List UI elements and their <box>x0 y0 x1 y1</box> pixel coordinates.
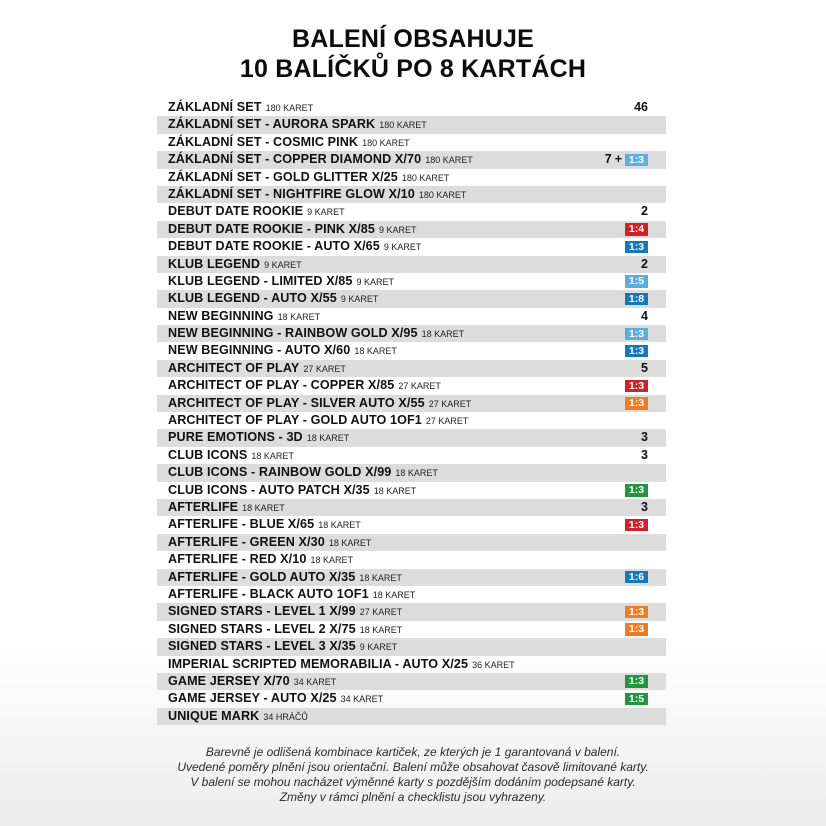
row-card-count: 180 KARET <box>425 155 473 166</box>
row-name <box>168 534 371 552</box>
table-row <box>157 99 666 116</box>
table-row <box>157 673 666 690</box>
table-row <box>157 360 666 377</box>
row-name <box>168 586 415 604</box>
row-name-text: ARCHITECT OF PLAY - SILVER AUTO X/55 <box>168 395 425 410</box>
footer-line-3: V balení se mohou nacházet výměnné karty s pozdějším dodáním podepsané karty. <box>190 775 636 789</box>
table-row <box>157 325 666 342</box>
row-name <box>168 134 410 152</box>
row-name-text: KLUB LEGEND - LIMITED X/85 <box>168 273 353 288</box>
row-name-text: KLUB LEGEND - AUTO X/55 <box>168 291 337 306</box>
table-row <box>157 290 666 307</box>
row-name <box>168 256 302 274</box>
row-card-count: 36 KARET <box>472 659 515 670</box>
row-name <box>168 238 421 256</box>
row-name-text: AFTERLIFE - GREEN X/30 <box>168 534 325 549</box>
table-row <box>157 256 666 273</box>
row-ratio <box>625 621 648 638</box>
row-ratio <box>641 447 648 464</box>
row-card-count: 18 KARET <box>328 537 372 548</box>
row-card-count: 18 KARET <box>373 485 417 496</box>
row-card-count: 9 KARET <box>340 294 379 305</box>
row-card-count: 27 KARET <box>428 398 472 409</box>
row-ratio <box>625 690 648 707</box>
row-ratio <box>625 273 648 290</box>
table-row <box>157 221 666 238</box>
row-card-count: 34 KARET <box>340 694 384 705</box>
row-ratio <box>625 673 648 690</box>
table-row <box>157 377 666 394</box>
row-name <box>168 412 468 430</box>
row-name <box>168 638 397 656</box>
row-name <box>168 569 402 587</box>
title-line-2: 10 BALÍČKŮ PO 8 KARTÁCH <box>239 55 587 83</box>
row-name <box>168 429 349 447</box>
row-name <box>168 673 336 691</box>
row-ratio <box>641 360 648 377</box>
row-name <box>168 464 438 482</box>
table-row <box>157 586 666 603</box>
row-name-text: ARCHITECT OF PLAY <box>168 360 300 375</box>
row-ratio <box>625 221 648 238</box>
row-card-count: 180 KARET <box>265 103 314 113</box>
row-name <box>168 482 416 500</box>
row-ratio <box>605 151 648 168</box>
row-name-text: NEW BEGINNING <box>168 308 274 323</box>
table-row <box>157 395 666 412</box>
row-name <box>168 342 397 360</box>
table-row <box>157 621 666 638</box>
ratio-badge: 1:3 <box>625 380 648 393</box>
row-name-text: CLUB ICONS <box>168 447 248 462</box>
table-row <box>157 238 666 255</box>
row-name <box>168 499 285 517</box>
row-name-text: ZÁKLADNÍ SET <box>168 100 262 114</box>
row-name <box>168 690 383 708</box>
ratio-badge: 1:5 <box>625 693 648 706</box>
row-name-text: ZÁKLADNÍ SET - COPPER DIAMOND X/70 <box>168 152 422 167</box>
row-name <box>168 708 308 726</box>
row-name-text: ZÁKLADNÍ SET - AURORA SPARK <box>168 117 376 132</box>
row-name <box>168 621 402 639</box>
row-card-count: 27 KARET <box>359 607 403 618</box>
table-row <box>157 186 666 203</box>
ratio-badge: 1:3 <box>625 241 648 254</box>
row-name <box>168 603 402 621</box>
ratio-badge: 1:3 <box>625 606 648 619</box>
table-row <box>157 169 666 186</box>
contents-table <box>157 99 666 725</box>
row-ratio <box>625 290 648 307</box>
row-quantity: 3 <box>641 447 648 462</box>
table-row <box>157 342 666 359</box>
row-card-count: 27 KARET <box>303 363 346 374</box>
row-name <box>168 99 313 117</box>
row-name <box>168 290 378 308</box>
table-row <box>157 203 666 220</box>
row-ratio <box>625 516 648 533</box>
ratio-badge: 1:4 <box>625 223 648 236</box>
ratio-badge: 1:3 <box>625 328 648 341</box>
table-row <box>157 656 666 673</box>
row-card-count: 18 KARET <box>306 433 350 444</box>
row-name-text: ZÁKLADNÍ SET - COSMIC PINK <box>168 134 359 149</box>
row-name <box>168 395 471 413</box>
table-row <box>157 499 666 516</box>
row-name-text: NEW BEGINNING - AUTO X/60 <box>168 343 351 358</box>
table-row <box>157 569 666 586</box>
page-title <box>0 24 826 84</box>
row-card-count: 18 KARET <box>277 311 321 322</box>
row-name-text: AFTERLIFE - BLUE X/65 <box>168 517 315 532</box>
row-card-count: 18 KARET <box>310 555 353 566</box>
row-quantity: 3 <box>641 430 648 445</box>
row-quantity: 3 <box>641 499 648 514</box>
row-card-count: 9 KARET <box>383 242 422 253</box>
row-name-text: NEW BEGINNING - RAINBOW GOLD X/95 <box>168 326 418 341</box>
table-row <box>157 412 666 429</box>
ratio-badge: 1:3 <box>625 519 648 532</box>
row-name-text: AFTERLIFE - RED X/10 <box>168 552 307 567</box>
ratio-badge: 1:3 <box>625 675 648 688</box>
row-name-text: UNIQUE MARK <box>168 708 260 723</box>
row-card-count: 18 KARET <box>421 329 465 340</box>
table-row <box>157 134 666 151</box>
row-name <box>168 447 294 465</box>
row-ratio <box>641 203 648 220</box>
row-card-count: 18 KARET <box>251 450 294 461</box>
table-row <box>157 690 666 707</box>
title-line-1: BALENÍ OBSAHUJE <box>292 25 534 53</box>
row-name <box>168 360 346 378</box>
table-row <box>157 482 666 499</box>
row-quantity: 2 <box>641 204 648 219</box>
row-card-count: 18 KARET <box>354 346 397 357</box>
row-card-count: 34 HRÁČŮ <box>263 711 308 722</box>
footer-line-1: Barevně je odlišená kombinace kartiček, ze kterých je 1 garantovaná v balení. <box>205 745 621 759</box>
row-card-count: 180 KARET <box>379 120 427 131</box>
row-card-count: 9 KARET <box>307 207 345 218</box>
row-name-text: CLUB ICONS - AUTO PATCH X/35 <box>168 482 370 497</box>
row-ratio <box>634 99 648 116</box>
table-row <box>157 151 666 168</box>
row-card-count: 34 KARET <box>293 676 337 687</box>
row-card-count: 9 KARET <box>359 642 398 653</box>
row-ratio <box>641 429 648 446</box>
row-name-text: DEBUT DATE ROOKIE - AUTO X/65 <box>168 239 380 254</box>
row-name-text: ZÁKLADNÍ SET - NIGHTFIRE GLOW X/10 <box>168 186 415 201</box>
table-row <box>157 708 666 725</box>
row-ratio <box>625 342 648 359</box>
row-name <box>168 151 473 169</box>
table-row <box>157 534 666 551</box>
row-card-count: 18 KARET <box>242 502 285 513</box>
row-name-text: CLUB ICONS - RAINBOW GOLD X/99 <box>168 465 392 480</box>
row-card-count: 9 KARET <box>264 259 302 270</box>
row-card-count: 18 KARET <box>318 520 361 531</box>
row-name-text: SIGNED STARS - LEVEL 2 X/75 <box>168 621 356 636</box>
table-row <box>157 516 666 533</box>
table-row <box>157 638 666 655</box>
row-name-text: DEBUT DATE ROOKIE <box>168 204 304 219</box>
row-ratio <box>625 377 648 394</box>
row-name-text: GAME JERSEY - AUTO X/25 <box>168 691 337 706</box>
ratio-badge: 1:3 <box>625 397 648 410</box>
table-row <box>157 429 666 446</box>
ratio-badge: 1:8 <box>625 293 648 306</box>
row-ratio <box>625 395 648 412</box>
table-row <box>157 464 666 481</box>
row-name-text: AFTERLIFE <box>168 499 239 514</box>
row-name <box>168 377 441 395</box>
row-name-text: IMPERIAL SCRIPTED MEMORABILIA - AUTO X/25 <box>168 656 469 671</box>
row-name-text: AFTERLIFE - GOLD AUTO X/35 <box>168 569 356 584</box>
row-name <box>168 186 466 204</box>
row-card-count: 18 KARET <box>372 589 416 600</box>
row-card-count: 9 KARET <box>356 276 395 287</box>
row-name-text: ZÁKLADNÍ SET - GOLD GLITTER X/25 <box>168 169 398 184</box>
row-name-text: ARCHITECT OF PLAY - GOLD AUTO 1OF1 <box>168 413 422 428</box>
row-quantity: 5 <box>641 360 648 375</box>
row-card-count: 180 KARET <box>362 137 410 148</box>
row-name <box>168 273 394 291</box>
row-name <box>168 169 449 187</box>
ratio-badge: 1:3 <box>625 154 648 167</box>
row-quantity: 4 <box>641 308 648 323</box>
ratio-badge: 1:3 <box>625 345 648 358</box>
row-name <box>168 325 464 343</box>
ratio-badge: 1:6 <box>625 571 648 584</box>
table-row <box>157 603 666 620</box>
row-name <box>168 551 353 569</box>
row-ratio <box>625 569 648 586</box>
table-row <box>157 551 666 568</box>
footer-line-4: Změny v rámci plnění a checklistu jsou vyhrazeny. <box>279 790 547 804</box>
table-row <box>157 273 666 290</box>
row-ratio <box>625 603 648 620</box>
row-name <box>168 116 427 134</box>
row-name <box>168 221 417 239</box>
table-row <box>157 447 666 464</box>
row-ratio <box>641 256 648 273</box>
row-name-text: GAME JERSEY X/70 <box>168 673 290 688</box>
row-card-count: 180 KARET <box>418 189 467 200</box>
row-name-text: KLUB LEGEND <box>168 256 261 271</box>
row-card-count: 27 KARET <box>398 381 441 392</box>
row-ratio <box>641 308 648 325</box>
row-name-text: SIGNED STARS - LEVEL 1 X/99 <box>168 604 356 619</box>
row-card-count: 18 KARET <box>359 624 403 635</box>
row-ratio <box>641 499 648 516</box>
table-row <box>157 116 666 133</box>
row-name-text: PURE EMOTIONS - 3D <box>168 430 303 445</box>
row-ratio <box>625 238 648 255</box>
row-card-count: 18 KARET <box>359 572 402 583</box>
row-name <box>168 656 515 674</box>
row-ratio <box>625 482 648 499</box>
ratio-badge: 1:3 <box>625 484 648 497</box>
row-card-count: 18 KARET <box>395 468 438 479</box>
row-ratio <box>625 325 648 342</box>
row-plus: + <box>614 152 622 167</box>
footer-notes <box>0 745 826 805</box>
row-quantity: 7 <box>604 152 612 167</box>
row-name <box>168 203 345 221</box>
row-name-text: AFTERLIFE - BLACK AUTO 1OF1 <box>168 586 369 601</box>
row-name <box>168 516 361 534</box>
row-card-count: 9 KARET <box>379 224 417 235</box>
row-quantity: 46 <box>634 100 648 114</box>
table-row <box>157 308 666 325</box>
row-card-count: 27 KARET <box>425 416 469 427</box>
row-name <box>168 308 320 326</box>
row-name-text: ARCHITECT OF PLAY - COPPER X/85 <box>168 378 395 393</box>
row-quantity: 2 <box>641 256 648 271</box>
footer-line-2: Uvedené poměry plnění jsou orientační. Balení může obsahovat časově limitované karty. <box>177 760 649 774</box>
ratio-badge: 1:5 <box>625 275 648 288</box>
row-card-count: 180 KARET <box>401 172 450 183</box>
row-name-text: DEBUT DATE ROOKIE - PINK X/85 <box>168 221 375 236</box>
ratio-badge: 1:3 <box>625 623 648 636</box>
row-name-text: SIGNED STARS - LEVEL 3 X/35 <box>168 639 356 654</box>
